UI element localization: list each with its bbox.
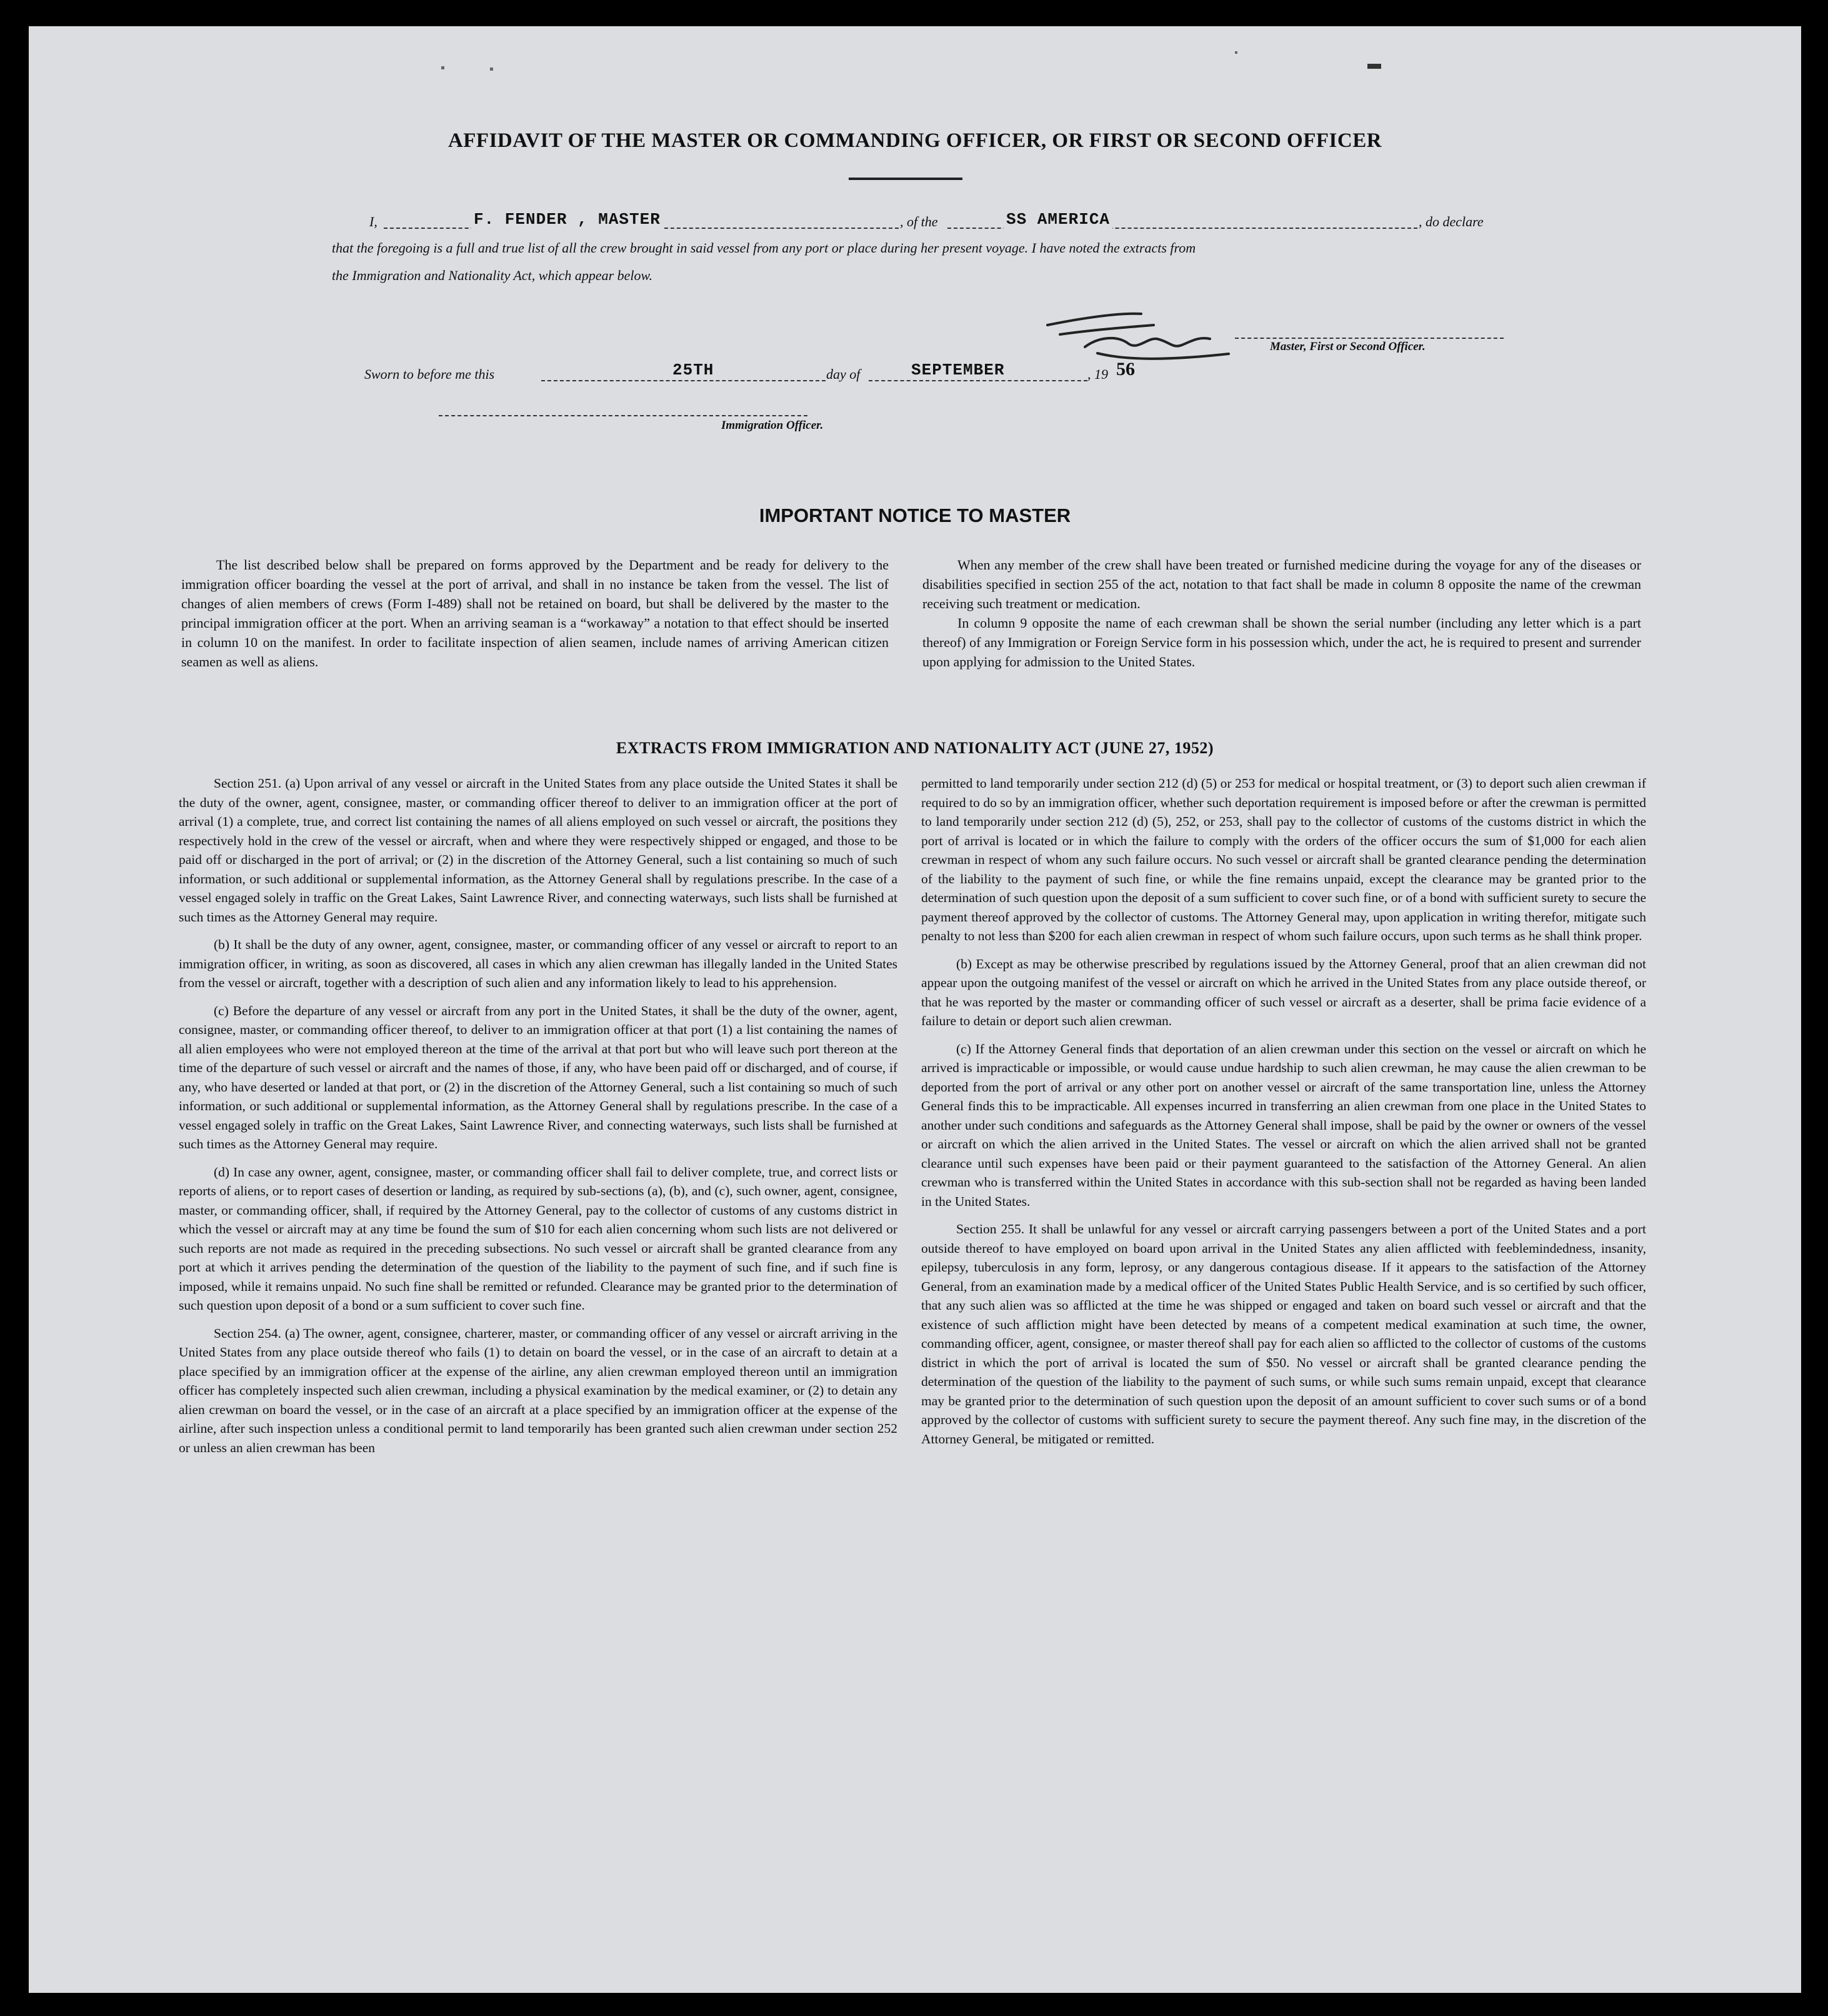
do-declare-label: , do declare (1419, 214, 1484, 229)
extract-paragraph: (d) In case any owner, agent, consignee, master, or commanding officer shall fail to deliver complete, true, and correct lists or reports of aliens, or to report cases of desertion or landing, as required by sub-sections (a), (b), and (c), such owner, agent, consignee, master, or commanding officer, shall, if required by the Attorney General, pay to the collector of customs of any customs district in which the vessel or aircraft may at any time be found the sum of $10 for each alien concerning whom such lists are not delivered or such reports are not made as required in the preceding subsections. No such vessel or aircraft shall be granted clearance from any port at which it arrives pending the determination of the question of the liability to the payment of such fine, and if such fine is imposed, while it remains unpaid. No such fine shall be remitted or refunded. Clearance may be granted prior to the determination of such question upon deposit of a bond or a sum sufficient to cover such fine. (179, 1164, 897, 1313)
immigration-officer-line (439, 415, 807, 416)
i-label: I, (369, 214, 377, 229)
sworn-month-field: SEPTEMBER (909, 361, 1007, 379)
extract-paragraph: permitted to land temporarily under section 212 (d) (5) or 253 for medical or hospital treatment, or (3) to deport such alien crewman if required to do so by an immigration officer, whether such deportation requirement is imposed before or after the crewman is permitted to land temporarily under section 212 (d) (5), 252, or 253, shall pay to the collector of customs of the customs district in which the port of arrival is located or in which the failure to comply with the orders of the officer occurs the sum of $1,000 for each alien crewman in respect of whom any such failure occurs. No such vessel or aircraft shall be granted clearance pending the determination of the liability to the payment of such fine, or while the fine remains unpaid, except the clearance may be granted prior to the determination of such question upon the deposit of a sum sufficient to cover such fine, or of a bond with sufficient surety to secure the payment thereof approved by the collector of customs. The Attorney General may, upon application in writing therefor, mitigate such penalty to not less than $200 for each alien crewman in respect of whom such failure occurs, upon such terms as he shall think proper. (921, 776, 1646, 943)
notice-left-column (181, 555, 889, 671)
extract-paragraph: Section 255. It shall be unlawful for any vessel or aircraft carrying passengers between a port of the United States and a port outside thereof to have employed on board upon arrival in the United States any alien afflicted with feeblemindedness, insanity, epilepsy, tuberculosis in any form, leprosy, or any dangerous contagious disease. If it appears to the satisfaction of the Attorney General, from an examination made by a medical officer of the United States Public Health Service, and is so certified by such officer, that any such alien was so afflicted at the time he was shipped or engaged and taken on board such vessel or aircraft and that the existence of such affliction might have been detected by means of a competent medical examination at such time, the owner, commanding officer, agent, consignee, or master thereof shall pay for each alien so afflicted to the collector of customs of the customs district in which the port of arrival is located the sum of $50. No vessel or aircraft shall be granted clearance pending the determination of the question of the liability to the payment of such sums, or while such sums remain unpaid, except that clearance may be granted prior to the determination of such question upon the deposit of an amount sufficient to cover such sums or of a bond approved by the collector of customs with sufficient surety to secure the payment thereof. Any such fine may, in the discretion of the Attorney General, be mitigated or remitted. (921, 1221, 1646, 1447)
sworn-label: Sworn to before me this (364, 366, 495, 382)
vessel-name-field: SS AMERICA (1004, 210, 1112, 229)
notice-paragraph: In column 9 opposite the name of each crewman shall be shown the serial number (including any letter which is a part thereof) of any Immigration or Foreign Service form in his possession which, under the act, he is required to present and surrender upon applying for admission to the United States. (922, 615, 1641, 669)
declaration-line-2: the Immigration and Nationality Act, which appear below. (332, 268, 653, 283)
scan-speck (441, 66, 444, 69)
sworn-month-line (869, 380, 1087, 381)
scan-speck (1235, 51, 1237, 54)
extract-paragraph: (c) If the Attorney General finds that deportation of an alien crewman under this section on the vessel or aircraft on which he arrived is impracticable or impossible, or would cause undue hardship to such alien crewman, he may cause the alien crewman to be deported from the port of arrival or any other port on another vessel or aircraft of the same transportation line, unless the Attorney General finds this to be impracticable. All expenses incurred in transferring an alien crewman from one place in the United States to another under such conditions and safeguards as the Attorney General shall impose, shall be paid by the owner or owners of the vessel or aircraft on which the alien arrived in the United States. The vessel or aircraft on which the alien arrived shall not be granted clearance until such expenses have been paid or their payment guaranteed to the satisfaction of the Attorney General. An alien crewman who is transferred within the United States in accordance with this sub-section shall not be regarded as having been landed in the United States. (921, 1041, 1646, 1209)
extract-paragraph: Section 254. (a) The owner, agent, consignee, charterer, master, or commanding officer of any vessel or aircraft arriving in the United States from any place outside thereof who fails (1) to detain on board the vessel, or in the case of an aircraft to detain at a place specified by an immigration officer at the expense of the airline, any alien crewman employed thereon until an immigration officer has completely inspected such alien crewman, including a physical examination by the medical examiner, or (2) to detain any alien crewman on board the vessel, or in the case of an aircraft at a place specified by an immigration officer at the expense of the airline, after such inspection unless a conditional permit to land temporarily has been granted such alien crewman under section 252 or unless an alien crewman has been (179, 1325, 897, 1455)
notice-paragraph: The list described below shall be prepared on forms approved by the Department and be ready for delivery to the immigration officer boarding the vessel at the port of arrival, and shall in no instance be taken from the vessel. The list of changes of alien members of crews (Form I-489) shall not be retained on board, but shall be delivered by the master to the principal immigration officer at the port. When an arriving seaman is a “workaway” a notation to that effect should be inserted in column 10 on the manifest. In order to facilitate inspection of alien seamen, include names of arriving American citizen seamen as well as aliens. (181, 557, 889, 669)
master-name-field: F. FENDER , MASTER (471, 210, 663, 229)
scan-speck (1367, 64, 1381, 69)
sworn-day-field: 25TH (670, 361, 716, 379)
year-prefix: , 19 (1087, 366, 1108, 382)
signature-line (1235, 338, 1504, 339)
extract-paragraph: (b) It shall be the duty of any owner, agent, consignee, master, or commanding officer of any vessel or aircraft to report to an immigration officer, in writing, as soon as discovered, all cases in which any alien crewman has illegally landed in the United States from the vessel or aircraft, together with a description of such alien and any information likely to lead to his apprehension. (179, 937, 897, 990)
extracts-title: EXTRACTS FROM IMMIGRATION AND NATIONALITY ACT (JUNE 27, 1952) (616, 739, 1214, 757)
extract-paragraph: Section 251. (a) Upon arrival of any vessel or aircraft in the United States from any place outside the United States it shall be the duty of the owner, agent, consignee, master, or commanding officer thereof to deliver to an immigration officer at the port of arrival (1) a complete, true, and correct list containing the names of all aliens employed on such vessel or aircraft, the positions they respectively hold in the crew of the vessel or aircraft, when and where they were respectively shipped or engaged, and those to be paid off or discharged in the port of arrival; or (2) in the discretion of the Attorney General, such a list containing so much of such information, or such additional or supplemental information, as the Attorney General shall by regulations prescribe. In the case of a vessel engaged solely in traffic on the Great Lakes, Saint Lawrence River, and connecting waterways, such lists shall be furnished at such times as the Attorney General may require. (179, 776, 897, 925)
immigration-officer-label: Immigration Officer. (721, 419, 824, 432)
scan-speck (490, 68, 493, 71)
of-the-label: , of the (900, 214, 938, 229)
notice-paragraph: When any member of the crew shall have been treated or furnished medicine during the voyage for any of the diseases or disabilities specified in section 255 of the act, notation to that fact shall be made in column 8 opposite the name of the crewman receiving such treatment or medication. (922, 557, 1641, 611)
extracts-left-column (179, 774, 897, 1466)
document-page (29, 26, 1801, 1993)
day-of-label: day of (826, 366, 861, 382)
declaration-line-1: that the foregoing is a full and true list of all the crew brought in said vessel from any port or place during her present voyage. I have noted the extracts from (332, 240, 1196, 256)
officer-title-label: Master, First or Second Officer. (1270, 340, 1426, 353)
sworn-day-line (541, 380, 826, 381)
affidavit-title: AFFIDAVIT OF THE MASTER OR COMMANDING OFFICER, OR FIRST OR SECOND OFFICER (447, 129, 1382, 152)
year-field: 56 (1116, 359, 1135, 379)
extract-paragraph: (b) Except as may be otherwise prescribed by regulations issued by the Attorney General, proof that an alien crewman did not appear upon the outgoing manifest of the vessel or aircraft on which he arrived in the United States from any place outside thereof, or that he was reported by the master or commanding officer of such vessel or aircraft as a deserter, shall be prima facie evidence of a failure to detain or deport such alien crewman. (921, 956, 1646, 1028)
title-rule (849, 178, 962, 180)
notice-title: IMPORTANT NOTICE TO MASTER (759, 504, 1071, 526)
master-signature (1022, 300, 1247, 372)
extracts-right-column (921, 774, 1646, 1457)
notice-right-column (922, 555, 1641, 671)
extract-paragraph: (c) Before the departure of any vessel or aircraft from any port in the United States, it shall be the duty of the owner, agent, consignee, master, or commanding officer thereof, to deliver to an immigration officer at that port (1) a list containing the names of all alien employees who were not employed thereon at the time of the arrival at that port but who will leave such port thereon at the time of the departure of such vessel or aircraft and the names of those, if any, who have been paid off or discharged, and of course, if any, who have deserted or landed at that port, or (2) in the discretion of the Attorney General, such a list containing so much of such information, or such additional or supplemental information, as the Attorney General shall by regulations prescribe. In the case of a vessel engaged solely in traffic on the Great Lakes, Saint Lawrence River, and connecting waterways, such lists shall be furnished at such times as the Attorney General may require. (179, 1003, 897, 1151)
